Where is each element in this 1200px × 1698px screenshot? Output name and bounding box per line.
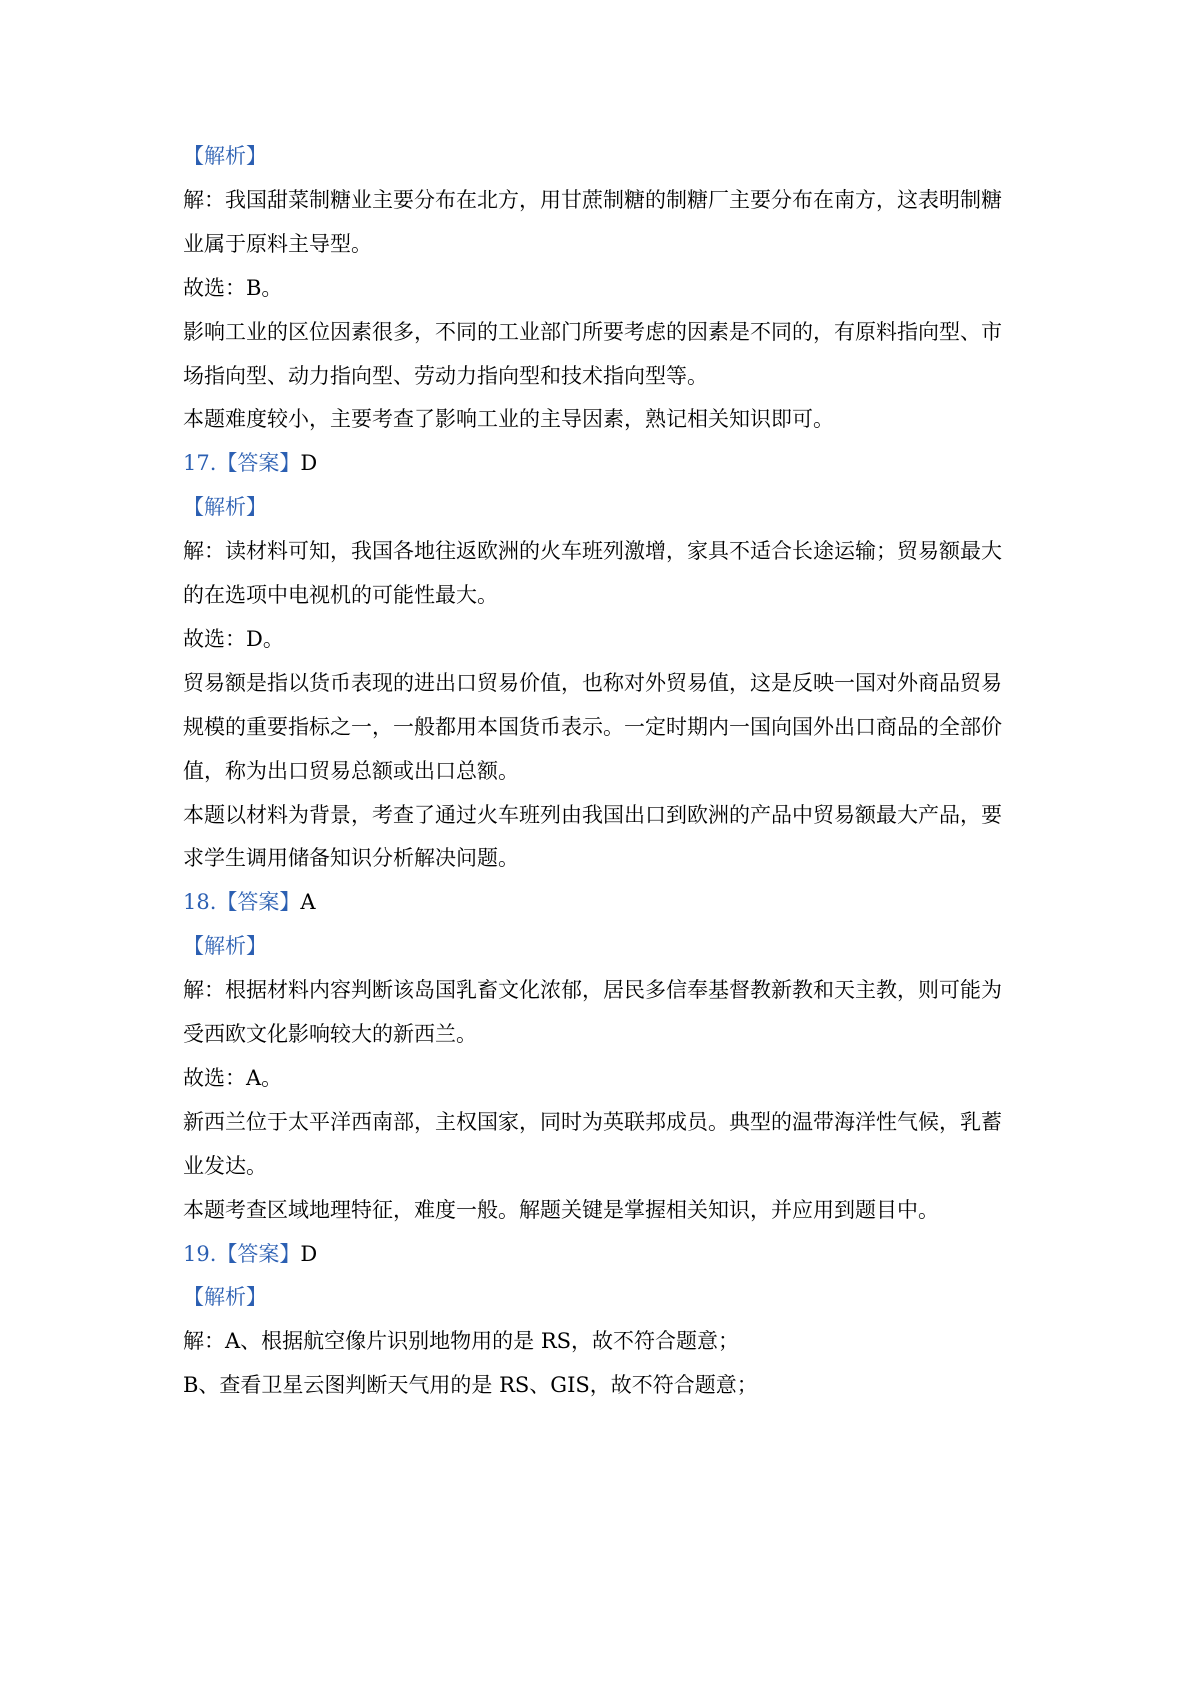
line-text: 解：根据材料内容判断该岛国乳畜文化浓郁，居民多信奉基督教新教和天主教，则可能为: [183, 978, 1002, 1003]
line-text: 业发达。: [183, 1153, 267, 1178]
line-text: A: [300, 890, 316, 915]
marker-text: 【解析】: [183, 1285, 267, 1310]
line-text: 值，称为出口贸易总额或出口总额。: [183, 758, 519, 783]
line-text: 的在选项中电视机的可能性最大。: [183, 583, 498, 607]
body-line: [183, 580, 498, 610]
analysis-label: [183, 141, 267, 171]
body-line: [183, 843, 519, 873]
body-line: [183, 975, 1002, 1005]
line-text: 求学生调用储备知识分析解决问题。: [183, 846, 519, 871]
body-line: [183, 404, 834, 434]
body-line: [183, 756, 519, 786]
analysis-label: [183, 492, 267, 522]
body-line: [183, 1151, 267, 1181]
line-text: 本题难度较小，主要考查了影响工业的主导因素，熟记相关知识即可。: [183, 407, 834, 432]
line-text: 业属于原料主导型。: [183, 231, 372, 256]
line-text: 本题考查区域地理特征，难度一般。解题关键是掌握相关知识，并应用到题目中。: [183, 1197, 939, 1222]
line-text: 故选：D。: [183, 626, 284, 651]
body-line: [183, 1063, 282, 1093]
line-text: 解：我国甜菜制糖业主要分布在北方，用甘蔗制糖的制糖厂主要分布在南方，这表明制糖: [183, 187, 1002, 212]
line-text: 规模的重要指标之一，一般都用本国货币表示。一定时期内一国向国外出口商品的全部价: [183, 714, 1002, 739]
body-line: [183, 1019, 477, 1049]
marker-text: 【解析】: [183, 144, 267, 168]
answer-line: [183, 448, 317, 478]
line-text: 故选：A。: [183, 1065, 283, 1090]
marker-text: 17.【答案】: [183, 451, 301, 476]
line-text: 故选：B。: [183, 275, 283, 300]
body-line: [183, 229, 372, 259]
body-line: [183, 273, 282, 303]
marker-text: 【解析】: [183, 934, 267, 959]
line-text: D: [300, 1241, 318, 1266]
body-line: [183, 1326, 739, 1356]
line-text: 场指向型、动力指向型、劳动力指向型和技术指向型等。: [183, 363, 708, 388]
body-line: [183, 361, 708, 391]
body-line: [183, 800, 1002, 830]
line-text: 解：A、根据航空像片识别地物用的是 RS，故不符合题意；: [183, 1329, 740, 1354]
line-text: 影响工业的区位因素很多，不同的工业部门所要考虑的因素是不同的，有原料指向型、市: [183, 319, 1002, 344]
analysis-label: [183, 1282, 267, 1312]
body-line: [183, 1370, 758, 1400]
line-text: 贸易额是指以货币表现的进出口贸易价值，也称对外贸易值，这是反映一国对外商品贸易: [183, 670, 1002, 695]
body-line: [183, 624, 284, 654]
answer-line: [183, 1239, 317, 1269]
body-line: [183, 536, 1002, 566]
marker-text: 【解析】: [183, 495, 267, 520]
marker-text: 19.【答案】: [183, 1241, 301, 1266]
marker-text: 18.【答案】: [183, 890, 301, 915]
line-text: D: [300, 451, 318, 476]
line-text: 新西兰位于太平洋西南部，主权国家，同时为英联邦成员。典型的温带海洋性气候，乳蓄: [183, 1109, 1002, 1134]
body-line: [183, 185, 1002, 215]
line-text: B、查看卫星云图判断天气用的是 RS、GIS，故不符合题意；: [183, 1373, 758, 1398]
body-line: [183, 668, 1002, 698]
body-line: [183, 317, 1002, 347]
line-text: 本题以材料为背景，考查了通过火车班列由我国出口到欧洲的产品中贸易额最大产品，要: [183, 802, 1002, 827]
answer-line: [183, 887, 316, 917]
body-line: [183, 712, 1002, 742]
analysis-label: [183, 931, 267, 961]
body-line: [183, 1195, 939, 1225]
line-text: 解：读材料可知，我国各地往返欧洲的火车班列激增，家具不适合长途运输；贸易额最大: [183, 539, 1002, 564]
body-line: [183, 1107, 1002, 1137]
line-text: 受西欧文化影响较大的新西兰。: [183, 1022, 477, 1046]
